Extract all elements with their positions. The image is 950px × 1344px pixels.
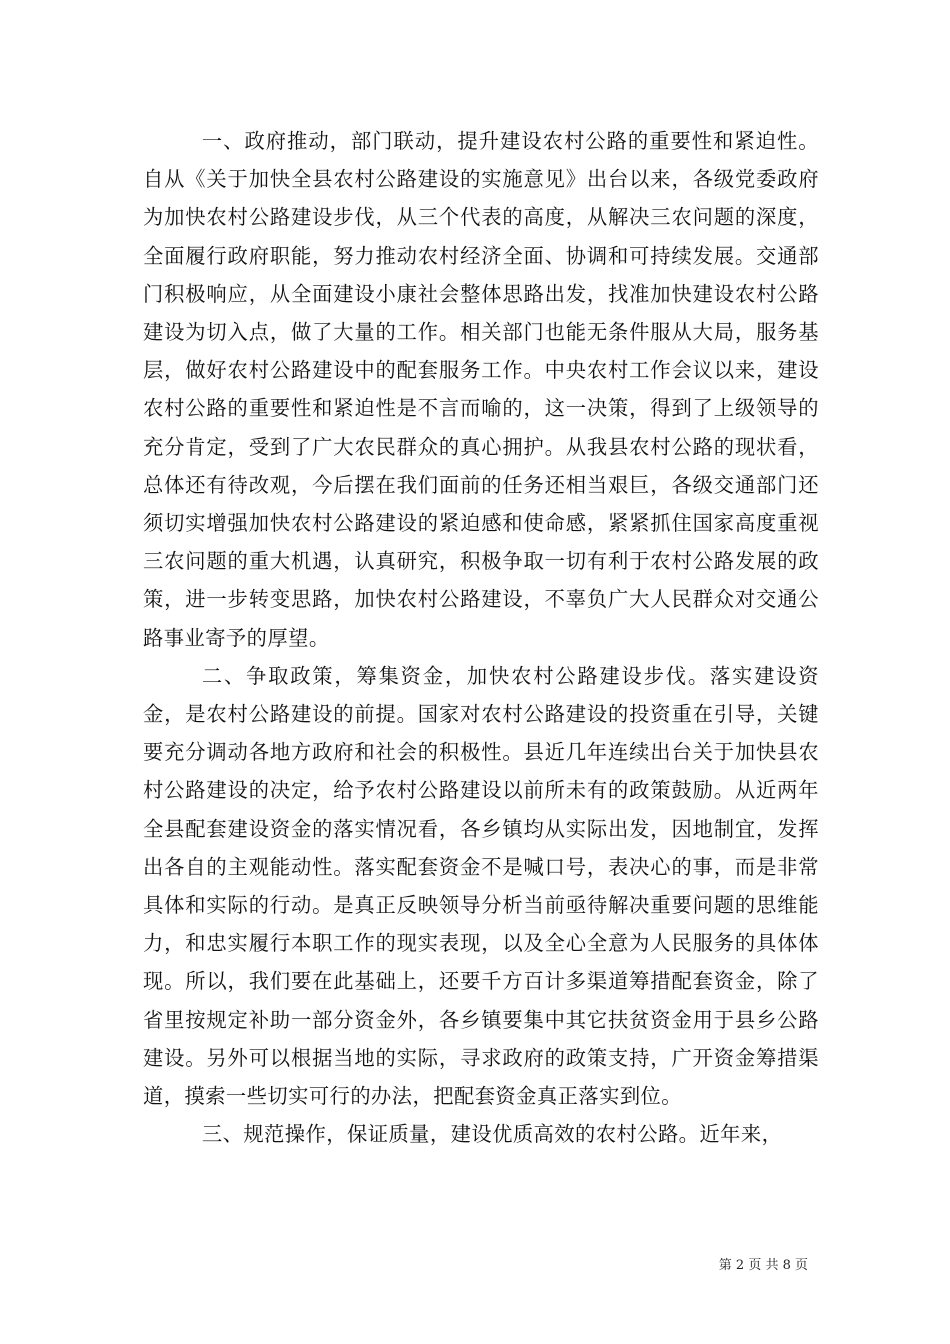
page-number-footer: 第 2 页 共 8 页: [718, 1258, 808, 1273]
paragraph-1: 一、政府推动，部门联动，提升建设农村公路的重要性和紧迫性。自从《关于加快全县农村公路建设的实施意见》出台以来，各级党委政府为加快农村公路建设步伐，从三个代表的高度，从解决三农问题的深度，全面履行政府职能，努力推动农村经济全面、协调和可持续发展。交通部门积极响应，从全面建设小康社会整体思路出发，找准加快建设农村公路建设为切入点，做了大量的工作。相关部门也能无条件服从大局，服务基层，做好农村公路建设中的配套服务工作。中央农村工作会议以来，建设农村公路的重要性和紧迫性是不言而喻的，这一决策，得到了上级领导的充分肯定，受到了广大农民群众的真心拥护。从我县农村公路的现状看，总体还有待改观，今后摆在我们面前的任务还相当艰巨，各级交通部门还须切实增强加快农村公路建设的紧迫感和使命感，紧紧抓住国家高度重视三农问题的重大机遇，认真研究，积极争取一切有利于农村公路发展的政策，进一步转变思路，加快农村公路建设，不辜负广大人民群众对交通公路事业寄予的厚望。: [143, 129, 819, 650]
paragraph-2: 二、争取政策，筹集资金，加快农村公路建设步伐。落实建设资金，是农村公路建设的前提。国家对农村公路建设的投资重在引导，关键要充分调动各地方政府和社会的积极性。县近几年连续出台关于加快县农村公路建设的决定，给予农村公路建设以前所未有的政策鼓励。从近两年全县配套建设资金的落实情况看，各乡镇均从实际出发，因地制宜，发挥出各自的主观能动性。落实配套资金不是喊口号，表决心的事，而是非常具体和实际的行动。是真正反映领导分析当前亟待解决重要问题的思维能力，和忠实履行本职工作的现实表现，以及全心全意为人民服务的具体体现。所以，我们要在此基础上，还要千方百计多渠道筹措配套资金，除了省里按规定补助一部分资金外，各乡镇要集中其它扶贫资金用于县乡公路建设。另外可以根据当地的实际，寻求政府的政策支持，广开资金筹措渠道，摸索一些切实可行的办法，把配套资金真正落实到位。: [143, 663, 819, 1109]
document-body: [143, 122, 819, 1153]
paragraph-3: 三、规范操作，保证质量，建设优质高效的农村公路。近年来，: [201, 1122, 783, 1147]
